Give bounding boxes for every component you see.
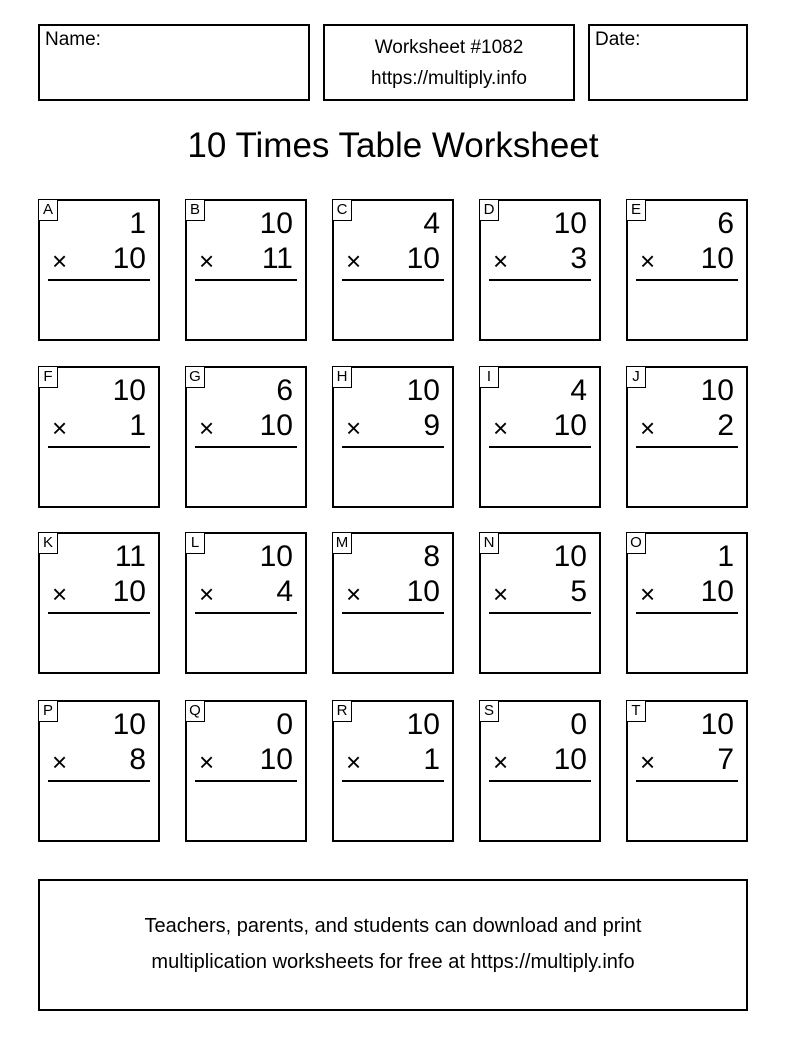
multiplier: 1: [129, 409, 146, 442]
problem-card[interactable]: [626, 199, 748, 341]
multiplicand: 10: [406, 374, 440, 407]
problem-letter: P: [38, 700, 58, 722]
multiplier: 10: [112, 242, 146, 275]
problem-letter: S: [479, 700, 499, 722]
answer-line: [195, 780, 297, 782]
multiplier: 10: [406, 575, 440, 608]
multiplicand: 0: [276, 708, 293, 741]
times-sign: ×: [493, 747, 509, 777]
answer-line: [636, 446, 738, 448]
multiplicand: 4: [570, 374, 587, 407]
problem-card[interactable]: [626, 700, 748, 842]
times-sign: ×: [640, 579, 656, 609]
problem-letter: M: [332, 532, 352, 554]
problem-card[interactable]: [185, 532, 307, 674]
multiplier: 10: [112, 575, 146, 608]
answer-line: [48, 612, 150, 614]
problem-card[interactable]: [479, 366, 601, 508]
problem-letter: H: [332, 366, 352, 388]
problem-letter: G: [185, 366, 205, 388]
multiplicand: 10: [112, 708, 146, 741]
multiplier: 9: [423, 409, 440, 442]
times-sign: ×: [346, 747, 362, 777]
times-sign: ×: [52, 413, 68, 443]
multiplier: 10: [700, 242, 734, 275]
problem-letter: K: [38, 532, 58, 554]
answer-line: [48, 279, 150, 281]
multiplicand: 6: [717, 207, 734, 240]
multiplier: 5: [570, 575, 587, 608]
problem-card[interactable]: [38, 532, 160, 674]
times-sign: ×: [346, 413, 362, 443]
multiplicand: 10: [406, 708, 440, 741]
multiplier: 1: [423, 743, 440, 776]
worksheet-info-box: [323, 24, 575, 101]
multiplier: 10: [406, 242, 440, 275]
times-sign: ×: [640, 747, 656, 777]
problem-card[interactable]: [332, 532, 454, 674]
times-sign: ×: [493, 246, 509, 276]
answer-line: [342, 279, 444, 281]
times-sign: ×: [199, 413, 215, 443]
multiplier: 7: [717, 743, 734, 776]
problem-card[interactable]: [479, 532, 601, 674]
multiplicand: 10: [553, 540, 587, 573]
problem-letter: A: [38, 199, 58, 221]
answer-line: [195, 612, 297, 614]
answer-line: [489, 780, 591, 782]
multiplicand: 10: [553, 207, 587, 240]
times-sign: ×: [640, 246, 656, 276]
answer-line: [489, 446, 591, 448]
multiplier: 10: [259, 409, 293, 442]
times-sign: ×: [52, 579, 68, 609]
times-sign: ×: [346, 579, 362, 609]
answer-line: [636, 612, 738, 614]
problem-letter: O: [626, 532, 646, 554]
problem-letter: T: [626, 700, 646, 722]
answer-line: [489, 279, 591, 281]
multiplier: 10: [259, 743, 293, 776]
problem-card[interactable]: [332, 700, 454, 842]
problem-card[interactable]: [479, 700, 601, 842]
answer-line: [195, 279, 297, 281]
problem-card[interactable]: [38, 700, 160, 842]
multiplicand: 1: [129, 207, 146, 240]
multiplicand: 11: [114, 540, 146, 573]
multiplier: 3: [570, 242, 587, 275]
multiplicand: 6: [276, 374, 293, 407]
answer-line: [342, 612, 444, 614]
problem-letter: B: [185, 199, 205, 221]
multiplier: 4: [276, 575, 293, 608]
multiplicand: 1: [717, 540, 734, 573]
answer-line: [489, 612, 591, 614]
problem-letter: C: [332, 199, 352, 221]
multiplicand: 10: [112, 374, 146, 407]
problem-card[interactable]: [185, 366, 307, 508]
worksheet-number: Worksheet #1082: [374, 37, 524, 58]
problem-letter: D: [479, 199, 499, 221]
answer-line: [48, 446, 150, 448]
problem-letter: I: [479, 366, 499, 388]
problem-letter: J: [626, 366, 646, 388]
problem-card[interactable]: [626, 532, 748, 674]
name-field[interactable]: [38, 24, 310, 101]
multiplicand: 8: [423, 540, 440, 573]
problem-letter: E: [626, 199, 646, 221]
problem-letter: Q: [185, 700, 205, 722]
footer-line-2: multiplication worksheets for free at https://multiply.info: [151, 951, 635, 973]
answer-line: [342, 446, 444, 448]
problem-card[interactable]: [479, 199, 601, 341]
problem-letter: F: [38, 366, 58, 388]
multiplicand: 0: [570, 708, 587, 741]
times-sign: ×: [199, 747, 215, 777]
problem-letter: L: [185, 532, 205, 554]
worksheet-url: https://multiply.info: [371, 68, 527, 89]
multiplier: 10: [553, 409, 587, 442]
problem-letter: R: [332, 700, 352, 722]
answer-line: [342, 780, 444, 782]
multiplicand: 10: [700, 708, 734, 741]
problem-letter: N: [479, 532, 499, 554]
multiplier: 10: [553, 743, 587, 776]
times-sign: ×: [52, 747, 68, 777]
times-sign: ×: [346, 246, 362, 276]
times-sign: ×: [52, 246, 68, 276]
multiplier: 8: [129, 743, 146, 776]
footer-line-1: Teachers, parents, and students can download and print: [144, 915, 642, 937]
answer-line: [48, 780, 150, 782]
page-title: 10 Times Table Worksheet: [187, 126, 599, 165]
multiplicand: 10: [259, 207, 293, 240]
footer-box: [38, 879, 748, 1011]
problem-card[interactable]: [38, 366, 160, 508]
times-sign: ×: [640, 413, 656, 443]
date-label: Date:: [595, 29, 641, 50]
multiplicand: 10: [700, 374, 734, 407]
times-sign: ×: [199, 579, 215, 609]
multiplier: 2: [717, 409, 734, 442]
answer-line: [636, 279, 738, 281]
problem-card[interactable]: [185, 700, 307, 842]
problem-card[interactable]: [332, 366, 454, 508]
answer-line: [195, 446, 297, 448]
problem-card[interactable]: [185, 199, 307, 341]
multiplier: 10: [700, 575, 734, 608]
times-sign: ×: [199, 246, 215, 276]
multiplicand: 4: [423, 207, 440, 240]
multiplier: 11: [261, 242, 293, 275]
problem-card[interactable]: [332, 199, 454, 341]
times-sign: ×: [493, 579, 509, 609]
answer-line: [636, 780, 738, 782]
multiplicand: 10: [259, 540, 293, 573]
problem-card[interactable]: [38, 199, 160, 341]
problem-card[interactable]: [626, 366, 748, 508]
name-label: Name:: [45, 29, 101, 50]
date-field[interactable]: [588, 24, 748, 101]
times-sign: ×: [493, 413, 509, 443]
